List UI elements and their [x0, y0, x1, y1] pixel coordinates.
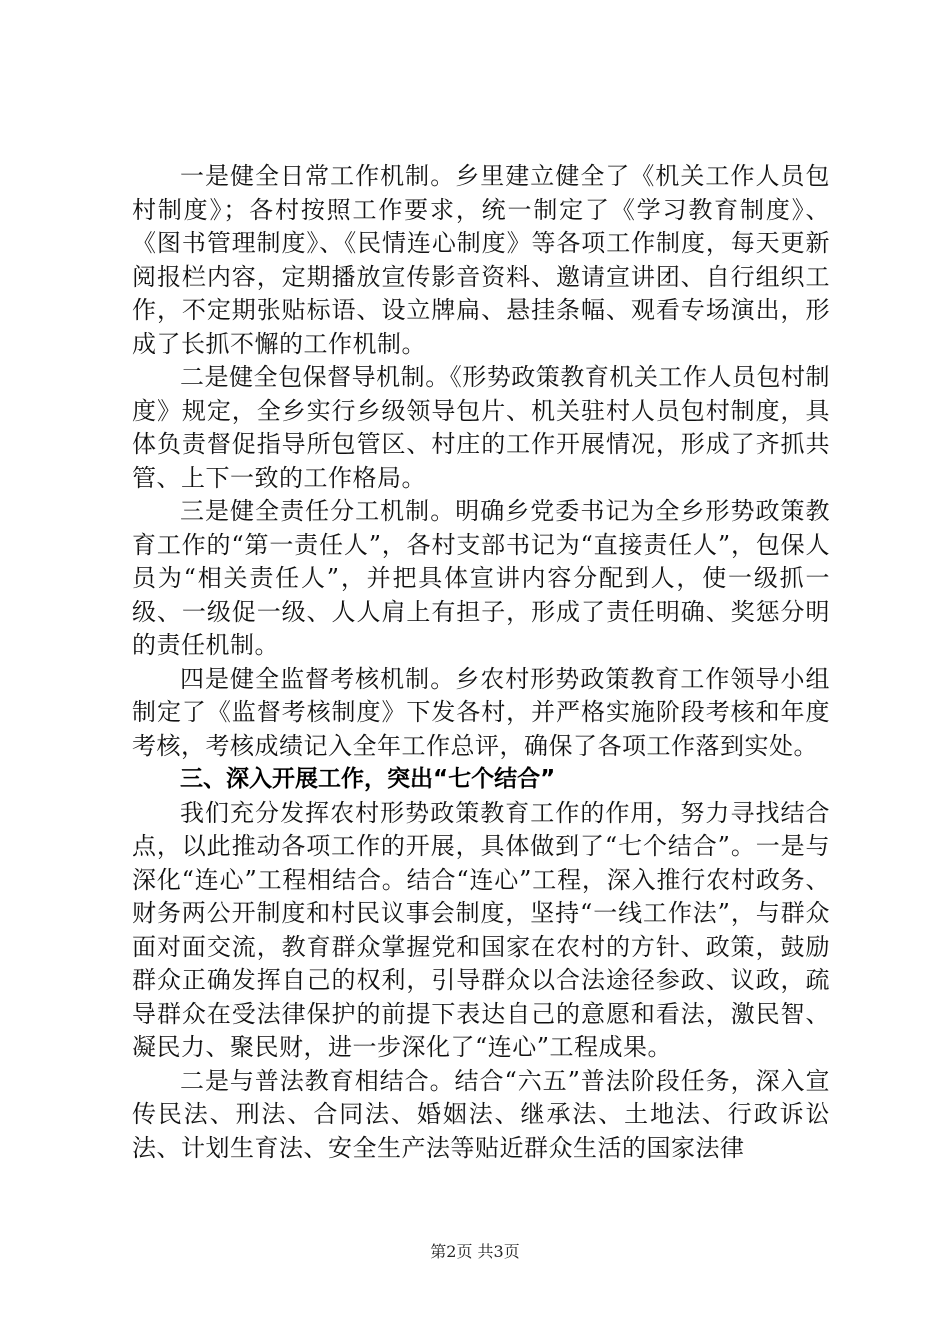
paragraph-daily-mechanism: 一是健全日常工作机制。乡里建立健全了《机关工作人员包村制度》；各村按照工作要求，统一制定了《学习教育制度》、《图书管理制度》、《民情连心制度》等各项工作制度，每天更新阅报栏内容，定期播放宣传影音资料、邀请宣讲团、自行组织工作，不定期张贴标语、设立牌扁、悬挂条幅、观看专场演出，形成了长抓不懈的工作机制。 [132, 162, 830, 358]
paragraph-legal-education: 二是与普法教育相结合。结合“六五”普法阶段任务，深入宣传民法、刑法、合同法、婚姻法、继承法、土地法、行政诉讼法、计划生育法、安全生产法等贴近群众生活的国家法律 [132, 1066, 830, 1162]
section-heading: 三、深入开展工作，突出“七个结合” [180, 766, 556, 792]
document-body [132, 160, 830, 1165]
paragraph-supervision-mechanism: 二是健全包保督导机制。《形势政策教育机关工作人员包村制度》规定，全乡实行乡级领导包片、机关驻村人员包村制度，具体负责督促指导所包管区、村庄的工作开展情况，形成了齐抓共管、上下一致的工作格局。 [132, 363, 830, 492]
paragraph-responsibility-mechanism: 三是健全责任分工机制。明确乡党委书记为全乡形势政策教育工作的“第一责任人”，各村支部书记为“直接责任人”，包保人员为“相关责任人”，并把具体宣讲内容分配到人，使一级抓一级、一级促一级、人人肩上有担子，形成了责任明确、奖惩分明的责任机制。 [132, 497, 830, 659]
paragraph-seven-combinations: 我们充分发挥农村形势政策教育工作的作用，努力寻找结合点，以此推动各项工作的开展，具体做到了“七个结合”。一是与深化“连心”工程相结合。结合“连心”工程，深入推行农村政务、财务两公开制度和村民议事会制度，坚持“一线工作法”，与群众面对面交流，教育群众掌握党和国家在农村的方针、政策，鼓励群众正确发挥自己的权利，引导群众以合法途径参政、议政，疏导群众在受法律保护的前提下表达自己的意愿和看法，激民智、凝民力、聚民财，进一步深化了“连心”工程成果。 [132, 798, 830, 1061]
paragraph-assessment-mechanism: 四是健全监督考核机制。乡农村形势政策教育工作领导小组制定了《监督考核制度》下发各村，并严格实施阶段考核和年度考核，考核成绩记入全年工作总评，确保了各项工作落到实处。 [132, 664, 830, 760]
page-number-footer: 第2页 共3页 [430, 1242, 520, 1261]
